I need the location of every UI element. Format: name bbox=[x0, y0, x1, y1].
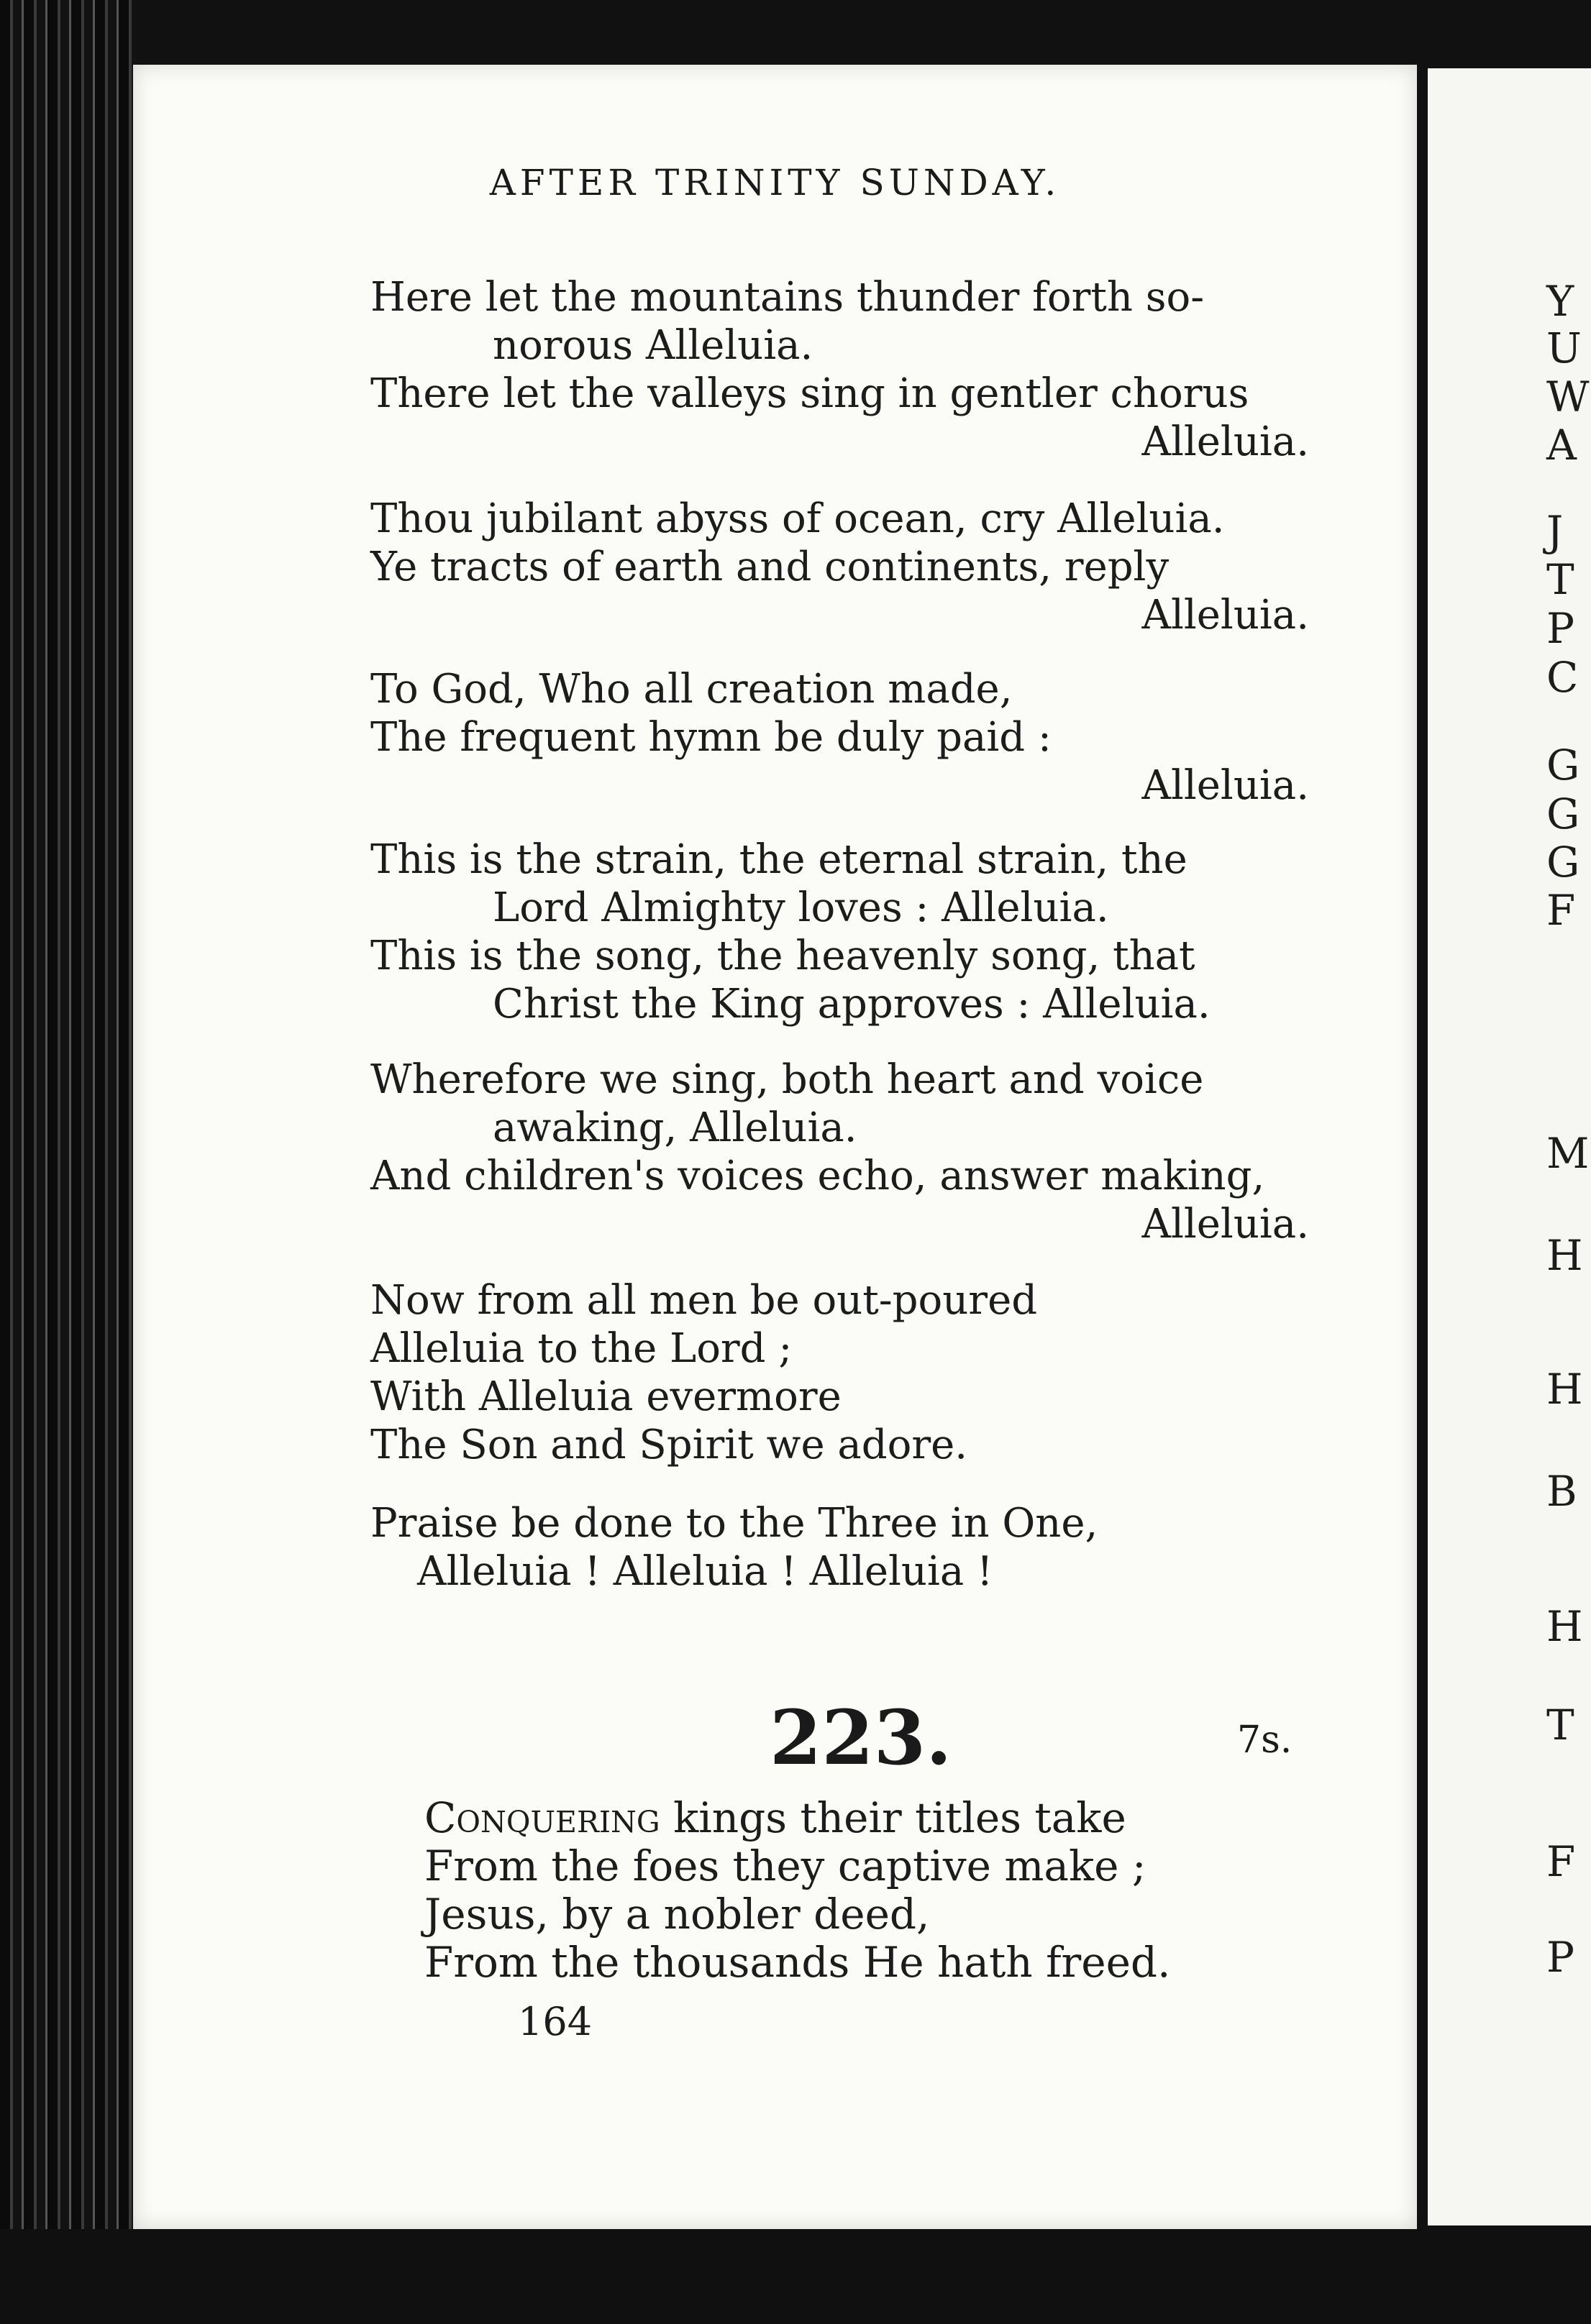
verse-line: Alleluia. bbox=[1141, 592, 1309, 639]
verse-line: The frequent hymn be duly paid : bbox=[370, 714, 1052, 761]
verse-line: Wherefore we sing, both heart and voice bbox=[370, 1056, 1204, 1103]
verse-line: Thou jubilant abyss of ocean, cry Alleluia. bbox=[370, 495, 1225, 542]
adjacent-page-letter: Y bbox=[1546, 277, 1574, 326]
adjacent-page-letter: T bbox=[1546, 555, 1574, 604]
running-header: AFTER TRINITY SUNDAY. bbox=[489, 162, 1061, 203]
adjacent-page-letter: G bbox=[1546, 741, 1580, 790]
verse-line: There let the valleys sing in gentler chorus bbox=[370, 370, 1249, 417]
verse-line: Here let the mountains thunder forth so- bbox=[370, 274, 1205, 321]
stanza-4 bbox=[370, 836, 1309, 1028]
verse-line: Jesus, by a nobler deed, bbox=[424, 1890, 930, 1939]
verse-line: Lord Almighty loves : Alleluia. bbox=[493, 884, 1109, 931]
verse-line: norous Alleluia. bbox=[493, 322, 813, 369]
adjacent-page-letter: M bbox=[1546, 1129, 1590, 1178]
hymn-223-text bbox=[424, 1794, 1171, 1987]
verse-line: To God, Who all creation made, bbox=[370, 666, 1013, 713]
verse-line: With Alleluia evermore bbox=[370, 1373, 842, 1420]
adjacent-page-letter: H bbox=[1546, 1231, 1583, 1280]
verse-line: This is the strain, the eternal strain, the bbox=[370, 836, 1187, 883]
verse-line: From the thousands He hath freed. bbox=[424, 1938, 1171, 1987]
adjacent-page-letter: W bbox=[1546, 372, 1590, 421]
verse-line: Ye tracts of earth and continents, reply bbox=[370, 544, 1170, 590]
hymn-number: 223. bbox=[770, 1693, 952, 1782]
adjacent-page-letter: T bbox=[1546, 1701, 1574, 1749]
verse-line: Alleluia. bbox=[1141, 418, 1309, 465]
stanza-1 bbox=[370, 273, 1309, 466]
stanza-3 bbox=[370, 665, 1309, 810]
adjacent-page-letter: G bbox=[1546, 838, 1580, 887]
adjacent-page-letter: C bbox=[1546, 653, 1579, 702]
verse-line: Now from all men be out-poured bbox=[370, 1277, 1038, 1324]
adjacent-page-letter: U bbox=[1546, 324, 1582, 372]
adjacent-page-letter: A bbox=[1546, 421, 1577, 470]
adjacent-page-letter: G bbox=[1546, 790, 1580, 838]
hymn-first-line-rest: kings their titles take bbox=[660, 1793, 1126, 1842]
adjacent-page-letter: P bbox=[1546, 1933, 1575, 1982]
adjacent-page-letter: F bbox=[1546, 886, 1576, 935]
book-spine bbox=[0, 0, 137, 2324]
verse-line: From the foes they captive make ; bbox=[424, 1842, 1146, 1890]
adjacent-page-letter: F bbox=[1546, 1837, 1576, 1886]
verse-line bbox=[424, 1794, 1171, 1842]
adjacent-page-letter: H bbox=[1546, 1365, 1583, 1414]
verse-line: Christ the King approves : Alleluia. bbox=[493, 981, 1211, 1028]
verse-line: Alleluia. bbox=[1141, 762, 1309, 809]
stanza-5 bbox=[370, 1056, 1309, 1248]
adjacent-page-letter: B bbox=[1546, 1467, 1577, 1516]
verse-line: The Son and Spirit we adore. bbox=[370, 1422, 968, 1468]
page-number: 164 bbox=[518, 1999, 593, 2044]
stanza-6 bbox=[370, 1276, 1309, 1469]
verse-line: awaking, Alleluia. bbox=[493, 1104, 857, 1151]
verse-line: And children's voices echo, answer making, bbox=[370, 1153, 1265, 1199]
hymn-meter: 7s. bbox=[1237, 1719, 1293, 1762]
verse-line: Alleluia ! Alleluia ! Alleluia ! bbox=[417, 1548, 993, 1595]
verse-line: Alleluia. bbox=[1141, 1201, 1309, 1248]
adjacent-page-letter: H bbox=[1546, 1602, 1583, 1651]
stanza-7 bbox=[370, 1499, 1309, 1596]
hymn-first-word: Conquering bbox=[424, 1793, 660, 1842]
stanza-2 bbox=[370, 495, 1309, 639]
adjacent-page-letter: P bbox=[1546, 604, 1575, 653]
adjacent-page-letter: J bbox=[1546, 507, 1564, 556]
verse-line: Praise be done to the Three in One, bbox=[370, 1500, 1098, 1547]
verse-line: Alleluia to the Lord ; bbox=[370, 1325, 793, 1372]
scan-border bbox=[0, 2229, 1591, 2324]
verse-line: This is the song, the heavenly song, that bbox=[370, 933, 1195, 979]
